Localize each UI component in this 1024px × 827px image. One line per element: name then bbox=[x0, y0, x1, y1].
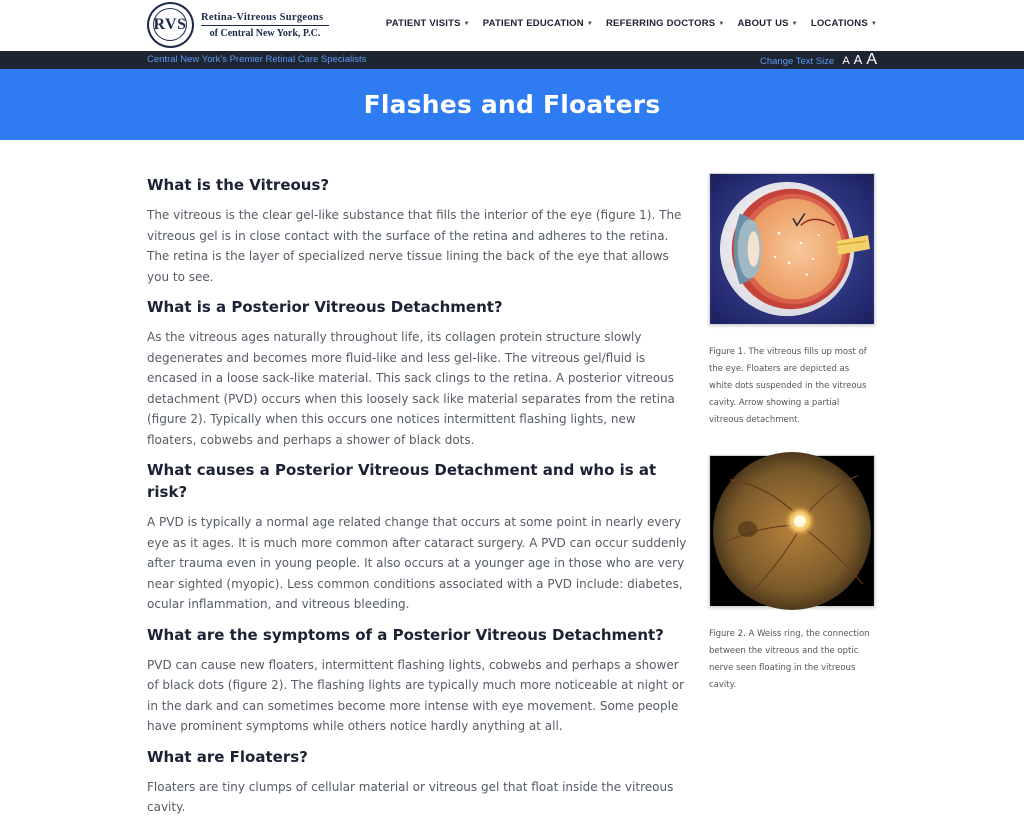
figure-2 bbox=[709, 455, 877, 694]
fundus-photo bbox=[709, 455, 875, 607]
figure-caption: Figure 2. A Weiss ring, the connection between the vitreous and the optic nerve seen floating in the vitreous cavity. bbox=[709, 629, 870, 690]
logo-emblem bbox=[147, 2, 194, 48]
chevron-down-icon: ▼ bbox=[586, 20, 593, 27]
section-heading: What is the Vitreous? bbox=[147, 176, 330, 194]
nav-referring-doctors[interactable]: REFERRING DOCTORS ▼ bbox=[605, 18, 725, 29]
page-title: Flashes and Floaters bbox=[363, 90, 661, 119]
text-size-medium-button[interactable]: A bbox=[853, 52, 863, 67]
section-body: As the vitreous ages naturally throughout life, its collagen protein structure slowly degenerates and becomes more fluid-like and less gel-like. The vitreous gel/fluid is encased in a loose sack-like material. This sack clings to the retina. A posterior vitreous detachment (PVD) occurs when this loosely sack like material separates from the retina (figure 2). Typically when this occurs one notices intermittent flashing lights, new floaters, cobwebs and perhaps a shower of black dots. bbox=[147, 330, 675, 447]
section-body: The vitreous is the clear gel-like substance that fills the interior of the eye (figure 1). The vitreous gel is in close contact with the surface of the retina and adheres to the retina. The retina is the layer of specialized nerve tissue lining the back of the eye that allows you to see. bbox=[147, 208, 682, 284]
nav-patient-visits[interactable]: PATIENT VISITS ▼ bbox=[385, 18, 470, 29]
section-body: A PVD is typically a normal age related change that occurs at some point in nearly every eye as it ages. It is much more common after cataract surgery. A PVD can occur suddenly after trauma even in young people. It also occurs at a younger age in those who are very near sighted (myopic). Less common conditions associated with a PVD include: diabetes, ocular inflammation, and vitreous bleeding. bbox=[147, 515, 687, 611]
nav-patient-education[interactable]: PATIENT EDUCATION ▼ bbox=[482, 18, 593, 29]
site-header bbox=[0, 0, 1024, 51]
tagline: Central New York's Premier Retinal Care Specialists bbox=[147, 54, 367, 65]
logo-abbr: RVS bbox=[153, 15, 187, 33]
figure-caption: Figure 1. The vitreous fills up most of the eye. Floaters are depicted as white dots suspended in the vitreous cavity. Arrow showing a partial vitreous detachment. bbox=[709, 347, 867, 425]
figure-1 bbox=[709, 173, 877, 429]
chevron-down-icon: ▼ bbox=[870, 20, 877, 27]
section-heading: What are the symptoms of a Posterior Vitreous Detachment? bbox=[147, 625, 664, 644]
figure-sidebar bbox=[709, 173, 877, 694]
chevron-down-icon: ▼ bbox=[463, 20, 470, 27]
logo-name-line2: of Central New York, P.C. bbox=[209, 28, 321, 39]
article-content bbox=[147, 174, 687, 827]
utility-bar bbox=[0, 51, 1024, 69]
section-heading: What causes a Posterior Vitreous Detachment and who is at risk? bbox=[147, 461, 657, 501]
section-heading: What is a Posterior Vitreous Detachment? bbox=[147, 298, 503, 316]
section-body: PVD can cause new floaters, intermittent flashing lights, cobwebs and perhaps a shower of black dots (figure 2). The flashing lights are typically much more noticeable at night or in the dark and can sometimes become more intense with eye movement. Some people have prominent symptoms while others notice hardly anything at all. bbox=[147, 657, 685, 733]
eye-anatomy-illustration bbox=[709, 173, 875, 325]
section-body: Floaters are tiny clumps of cellular material or vitreous gel that float inside the vitreous cavity. bbox=[147, 779, 674, 814]
nav-about-us[interactable]: ABOUT US ▼ bbox=[737, 18, 798, 29]
chevron-down-icon: ▼ bbox=[718, 20, 725, 27]
page-banner bbox=[0, 69, 1024, 140]
nav-locations[interactable]: LOCATIONS ▼ bbox=[810, 18, 877, 29]
text-size-label: Change Text Size bbox=[760, 56, 835, 67]
site-logo[interactable] bbox=[147, 2, 327, 48]
section-heading: What are Floaters? bbox=[147, 747, 308, 766]
logo-name-line1: Retina-Vitreous Surgeons bbox=[201, 12, 329, 26]
text-size-small-button[interactable]: A bbox=[842, 55, 850, 67]
text-size-large-button[interactable]: A bbox=[866, 51, 877, 68]
chevron-down-icon: ▼ bbox=[791, 20, 798, 27]
main-nav bbox=[386, 18, 877, 29]
text-size-control bbox=[760, 51, 877, 69]
